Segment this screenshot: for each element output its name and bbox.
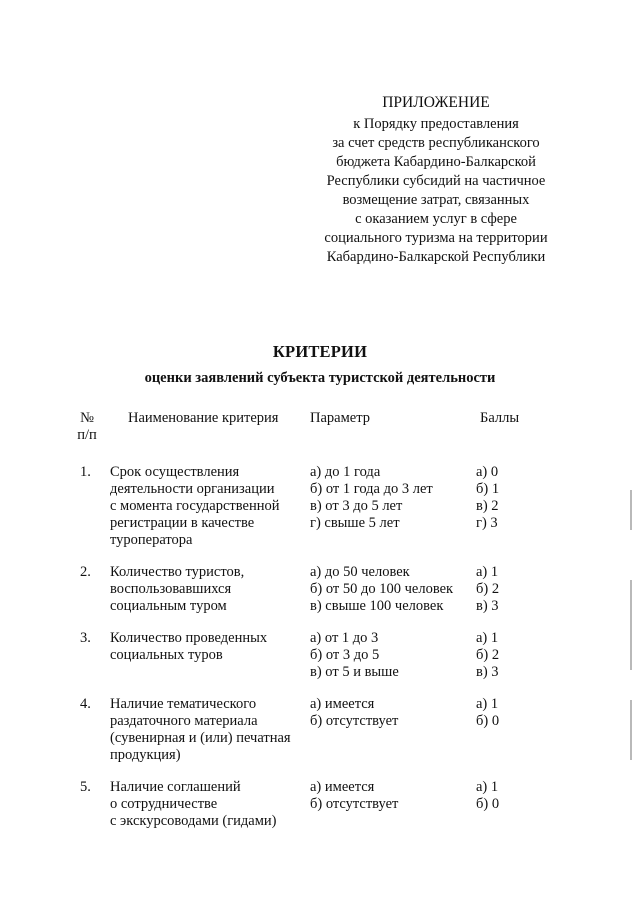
table-row [80,630,540,681]
parameter-item: б) от 50 до 100 человек [310,581,454,597]
header-parameter: Параметр [310,410,370,426]
score-item: б) 0 [476,796,500,812]
scan-edge-mark [630,580,632,670]
parameter-list [310,564,476,615]
appendix-line: с оказанием услуг в сфере [355,211,517,227]
header-number-line: № [80,410,94,426]
appendix-line: бюджета Кабардино-Балкарской [336,154,536,170]
scan-edge-mark [630,700,632,760]
criterion-name-line: Количество проведенных [110,630,268,646]
appendix-line: Республики субсидий на частичное [326,173,546,189]
parameter-item: а) от 1 до 3 [310,630,379,646]
parameter-item: б) от 3 до 5 [310,647,380,663]
score-list [476,630,540,681]
table-row [80,696,540,764]
appendix-line: Кабардино-Балкарской Республики [326,249,546,265]
row-number: 2. [80,564,91,580]
parameter-item: в) свыше 100 человек [310,598,444,614]
scan-edge-mark [630,490,632,530]
table-row [80,464,540,549]
criterion-name [110,696,310,764]
criterion-name-line: туроператора [110,532,193,548]
score-item: в) 2 [476,498,499,514]
parameter-list [310,696,476,730]
score-item: б) 2 [476,581,500,597]
criterion-name-line: продукция) [110,747,181,763]
row-number: 3. [80,630,91,646]
criterion-name-line: социальным туром [110,598,227,614]
parameter-item: г) свыше 5 лет [310,515,400,531]
score-list [476,464,540,532]
parameter-item: б) отсутствует [310,713,399,729]
parameter-item: б) от 1 года до 3 лет [310,481,433,497]
score-item: а) 1 [476,779,499,795]
score-item: а) 1 [476,630,499,646]
criterion-name-line: деятельности организации [110,481,275,497]
header-criterion-name: Наименование критерия [128,410,279,426]
parameter-item: а) до 1 года [310,464,381,480]
appendix-line: социального туризма на территории [324,230,548,246]
table-row [80,564,540,615]
row-number: 1. [80,464,91,480]
criterion-name-line: Количество туристов, [110,564,245,580]
criterion-name-line: Срок осуществления [110,464,240,480]
score-item: а) 1 [476,696,499,712]
score-list [476,564,540,615]
criterion-name-line: воспользовавшихся [110,581,232,597]
row-number: 4. [80,696,91,712]
criterion-name [110,564,310,615]
header-number-line: п/п [77,427,97,443]
criterion-name [110,779,310,830]
appendix-title: ПРИЛОЖЕНИЕ [382,94,490,111]
appendix-line: за счет средств республиканского [332,135,540,151]
criterion-name-line: раздаточного материала [110,713,258,729]
appendix-line: возмещение затрат, связанных [342,192,530,208]
score-list [476,696,540,730]
appendix-block [296,93,576,267]
criterion-name-line: с момента государственной [110,498,280,514]
table-row [80,779,540,830]
criteria-table [77,410,540,845]
parameter-item: в) от 3 до 5 лет [310,498,403,514]
score-list [476,779,540,813]
score-item: г) 3 [476,515,498,531]
parameter-item: а) имеется [310,696,375,712]
score-item: а) 0 [476,464,499,480]
parameter-list [310,464,476,532]
criterion-name-line: социальных туров [110,647,223,663]
criterion-name-line: о сотрудничестве [110,796,218,812]
criterion-name-line: с экскурсоводами (гидами) [110,813,277,829]
header-number [72,410,102,444]
score-item: в) 3 [476,664,499,680]
parameter-item: а) до 50 человек [310,564,410,580]
parameter-item: а) имеется [310,779,375,795]
table-header-row [77,410,540,444]
criterion-name-line: регистрации в качестве [110,515,255,531]
score-item: в) 3 [476,598,499,614]
criterion-name-line: Наличие соглашений [110,779,241,795]
parameter-item: в) от 5 и выше [310,664,399,680]
score-item: а) 1 [476,564,499,580]
parameter-list [310,779,476,813]
parameter-item: б) отсутствует [310,796,399,812]
score-item: б) 1 [476,481,500,497]
row-number: 5. [80,779,91,795]
criterion-name-line: Наличие тематического [110,696,257,712]
criterion-name [110,630,310,664]
document-subtitle: оценки заявлений субъекта туристской деятельности [144,370,496,386]
criterion-name [110,464,310,549]
header-score: Баллы [480,410,520,426]
document-title: КРИТЕРИИ [272,342,368,361]
criterion-name-line: (сувенирная и (или) печатная [110,730,291,746]
score-item: б) 0 [476,713,500,729]
parameter-list [310,630,476,681]
appendix-line: к Порядку предоставления [353,116,519,132]
score-item: б) 2 [476,647,500,663]
